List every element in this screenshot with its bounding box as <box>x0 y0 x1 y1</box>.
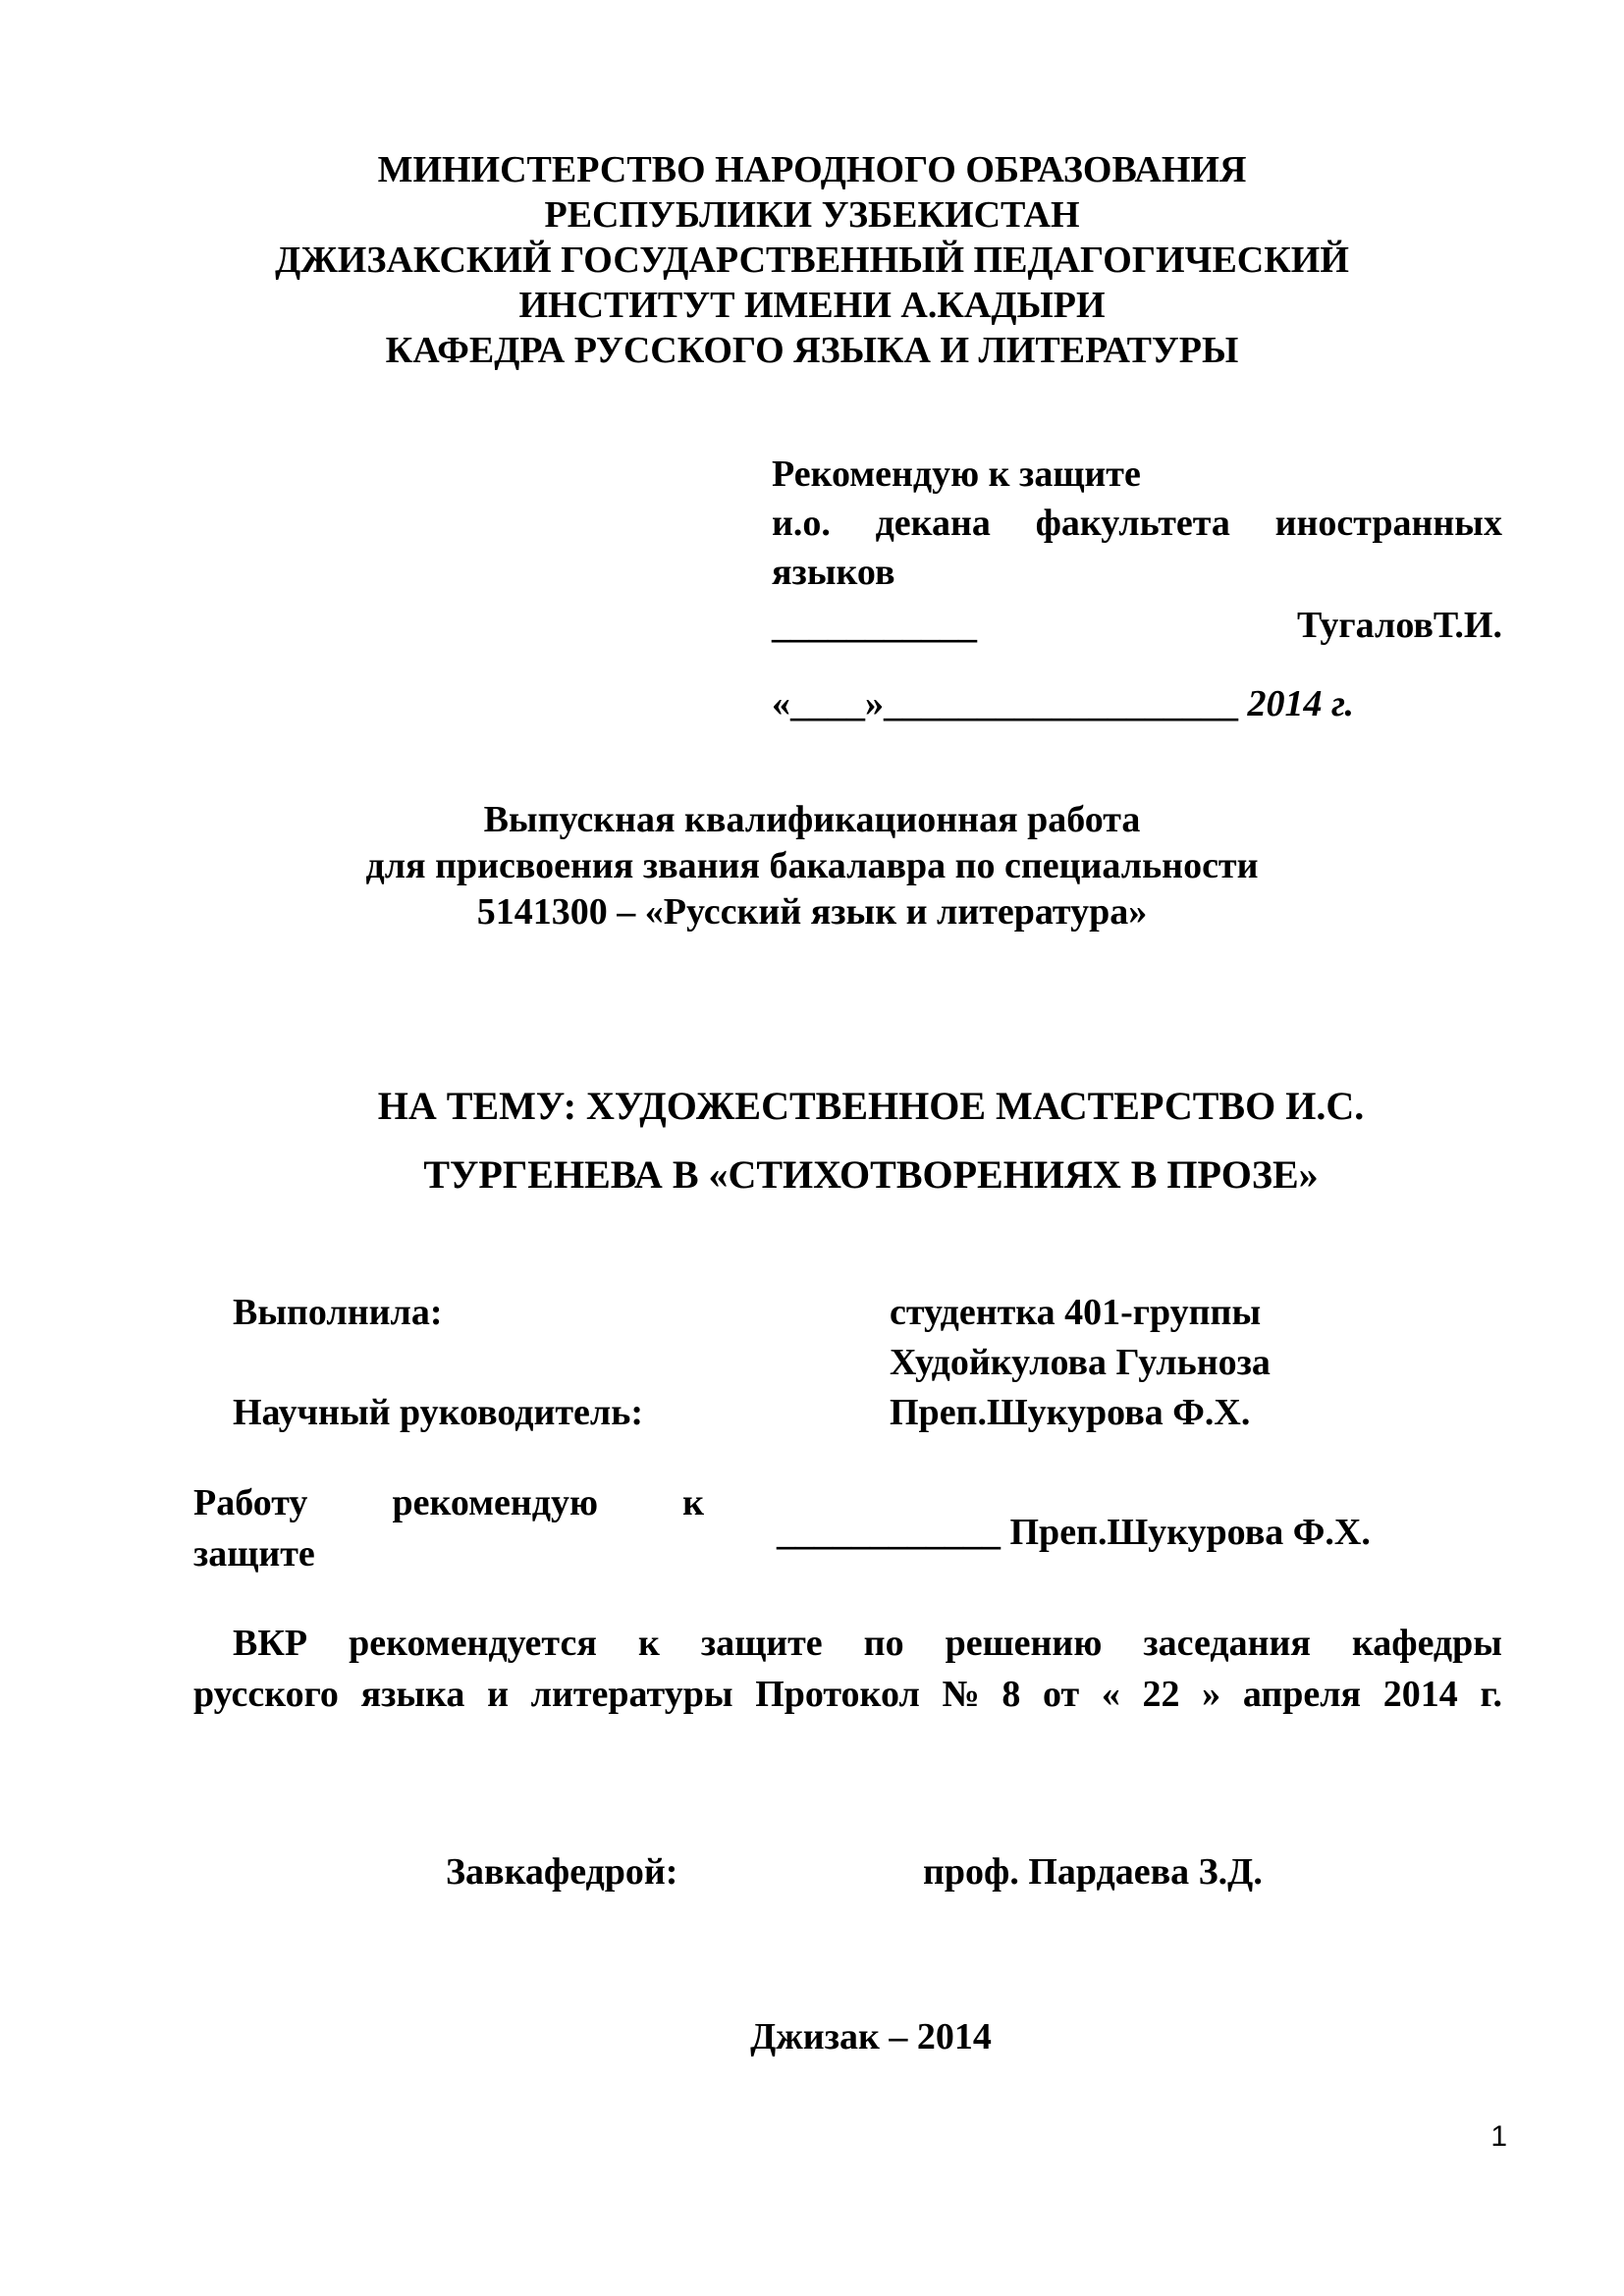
department-head-row <box>193 1850 1502 1899</box>
dept-head-label: Завкафедрой: <box>446 1851 678 1893</box>
vkr-line-2: русского языка и литературы Протокол № 8 от « 22 » апреля 2014 г. <box>193 1674 1502 1715</box>
topic-line-1: НА ТЕМУ: ХУДОЖЕСТВЕННОЕ МАСТЕРСТВО И.С. <box>377 1084 1365 1128</box>
performers-block <box>193 1288 1502 1438</box>
header-line-republic: РЕСПУБЛИКИ УЗБЕКИСТАН <box>544 194 1080 236</box>
signature-blank-line: ___________ <box>772 605 977 646</box>
approval-block <box>772 450 1502 728</box>
advisor-label: Научный руководитель: <box>233 1392 643 1433</box>
signature-blank-line: ____________ <box>777 1512 1001 1553</box>
recommendation-block <box>193 1477 1502 1579</box>
vkr-paragraph <box>193 1618 1502 1720</box>
qualification-line-1: Выпускная квалификационная работа <box>483 799 1141 840</box>
recommendation-signature <box>777 1507 1371 1558</box>
header-line-institute-1: ДЖИЗАКСКИЙ ГОСУДАРСТВЕННЫЙ ПЕДАГОГИЧЕСКИЙ <box>275 240 1349 281</box>
city-year-line: Джизак – 2014 <box>750 2016 992 2057</box>
header-line-institute-2: ИНСТИТУТ ИМЕНИ А.КАДЫРИ <box>518 285 1106 326</box>
student-group: студентка 401-группы <box>890 1292 1262 1333</box>
topic-line-2: ТУРГЕНЕВА В «СТИХОТВОРЕНИЯХ В ПРОЗЕ» <box>423 1152 1319 1197</box>
empty-cell <box>193 1338 890 1388</box>
date-blank-line: «____»___________________ <box>772 683 1238 724</box>
performed-label: Выполнила: <box>233 1292 443 1333</box>
vkr-line-1: ВКР рекомендуется к защите по решению заседания кафедры <box>233 1623 1502 1664</box>
approver-name: ТугаловТ.И. <box>1296 605 1502 646</box>
qualification-title <box>167 797 1457 935</box>
recommendation-line-1: Работу рекомендую к <box>193 1482 704 1523</box>
topic-heading <box>226 1072 1516 1209</box>
student-name: Худойкулова Гульноза <box>890 1342 1271 1383</box>
dept-head-name: проф. Пардаева З.Д. <box>923 1851 1263 1893</box>
institution-header <box>167 147 1457 373</box>
recommendation-line-2: защите <box>193 1533 315 1575</box>
header-line-department: КАФЕДРА РУССКОГО ЯЗЫКА И ЛИТЕРАТУРЫ <box>385 330 1239 371</box>
approval-recommend-line: Рекомендую к защите <box>772 454 1141 495</box>
performer-row <box>193 1288 1502 1338</box>
approval-dean-line2: языков <box>772 552 895 593</box>
page-number: 1 <box>1490 2120 1507 2153</box>
advisor-row <box>193 1388 1502 1438</box>
approval-dean-line: и.о. декана факультета иностранных <box>772 503 1502 544</box>
qualification-line-3: 5141300 – «Русский язык и литература» <box>476 891 1148 933</box>
approval-signature-row <box>772 601 1502 650</box>
approval-year: 2014 г. <box>1247 683 1355 724</box>
recommender-name: Преп.Шукурова Ф.Х. <box>1009 1512 1371 1553</box>
performer-row <box>193 1338 1502 1388</box>
header-line-ministry: МИНИСТЕРСТВО НАРОДНОГО ОБРАЗОВАНИЯ <box>377 149 1247 190</box>
recommendation-text <box>193 1477 704 1579</box>
approval-date-row <box>772 679 1502 728</box>
qualification-line-2: для присвоения звания бакалавра по специальности <box>365 845 1259 886</box>
advisor-name: Преп.Шукурова Ф.Х. <box>890 1392 1251 1433</box>
